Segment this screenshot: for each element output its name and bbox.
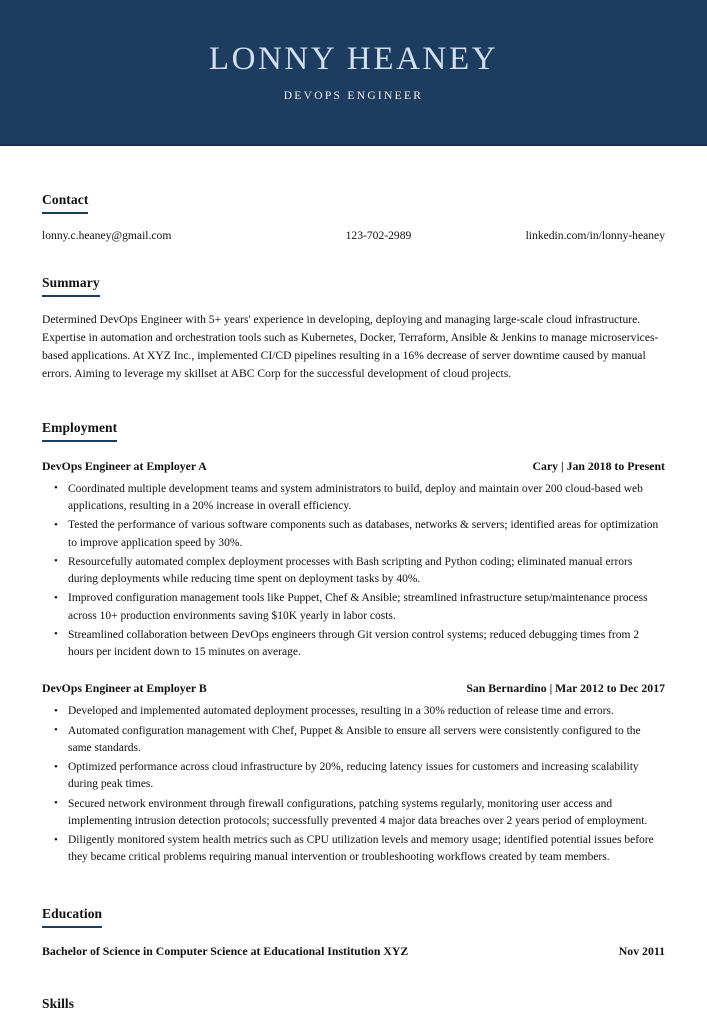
section-heading-employment: Employment [42,420,117,442]
candidate-job-title: DEVOPS ENGINEER [283,89,424,102]
section-skills [42,995,665,1013]
contact-email[interactable]: lonny.c.heaney@gmail.com [42,229,172,242]
job-bullet-list [42,481,665,662]
contact-phone[interactable]: 123-702-2989 [345,229,412,242]
education-degree: Bachelor of Science in Computer Science at Educational Institution XYZ [42,943,409,958]
section-heading-contact: Contact [42,192,88,214]
resume-body [0,191,707,1013]
job-bullet: • Resourcefully automated complex deployment processes with Bash scripting and Python coding; eliminated manual errors during deployments while reducing time spent on deployment tasks by 40%. [42,554,665,589]
candidate-name: LONNY HEANEY [208,41,499,78]
job-entry [42,459,665,662]
job-role: DevOps Engineer at Employer A [42,458,207,473]
job-bullet: • Automated configuration management with Chef, Puppet & Ansible to ensure all servers were consistently configured to the same standards. [42,723,665,758]
job-bullet: • Optimized performance across cloud infrastructure by 20%, reducing latency issues for customers and increasing scalability during peak times. [42,759,665,794]
section-employment [42,419,665,867]
job-role: DevOps Engineer at Employer B [42,681,207,696]
contact-linkedin[interactable]: linkedin.com/in/lonny-heaney [525,229,665,242]
job-bullet: • Tested the performance of various software components such as databases, networks & servers; identified areas for optimization to improve application speed by 30%. [42,517,665,552]
section-heading-education: Education [42,906,102,928]
education-date: Nov 2011 [618,943,665,958]
section-summary [42,274,665,383]
job-bullet: • Diligently monitored system health metrics such as CPU utilization levels and memory usage; identified potential issues before they became critical problems requiring manual intervention or troubleshooting workflows created by team members. [42,832,665,867]
section-heading-summary: Summary [42,275,100,297]
section-heading-skills: Skills [42,995,75,1011]
job-bullet-list [42,703,665,866]
contact-row [42,229,665,242]
job-bullet: • Coordinated multiple development teams and system administrators to build, deploy and maintain over 200 cloud-based web applications, resulting in a 20% increase in overall efficiency. [42,481,665,516]
summary-text: Determined DevOps Engineer with 5+ years' experience in developing, deploying and managing large-scale cloud infrastructure. Expertise in automation and orchestration tools such as Kubernetes, Docker, Terraform, Ansible & Jenkins to manage microservices-based applications. At XYZ Inc., implemented CI/CD pipelines resulting in a 16% decrease of server downtime caused by manual errors. Aiming to leverage my skillset at ABC Corp for the successful development of cloud projects. [42,313,659,380]
job-location-dates: Cary | Jan 2018 to Present [532,458,665,473]
job-bullet: • Developed and implemented automated deployment processes, resulting in a 30% reduction of release time and errors. [42,703,665,720]
job-header [42,459,665,474]
job-bullet: • Streamlined collaboration between DevOps engineers through Git version control systems; reduced debugging times from 2 hours per incident down to 15 minutes on average. [42,627,665,662]
education-entry [42,944,665,959]
job-entry [42,681,665,866]
job-location-dates: San Bernardino | Mar 2012 to Dec 2017 [466,681,665,696]
section-contact [42,191,665,242]
section-education [42,905,665,959]
job-bullet: • Secured network environment through firewall configurations, patching systems regularly, monitoring user access and implementing intrusion detection protocols; successfully prevented 4 major data breaches over 2 years period of employment. [42,796,665,831]
job-header [42,681,665,696]
resume-header-band [0,0,707,146]
job-bullet: • Improved configuration management tools like Puppet, Chef & Ansible; streamlined infrastructure setup/maintenance process across 10+ production environments saving $10K yearly in labor costs. [42,590,665,625]
